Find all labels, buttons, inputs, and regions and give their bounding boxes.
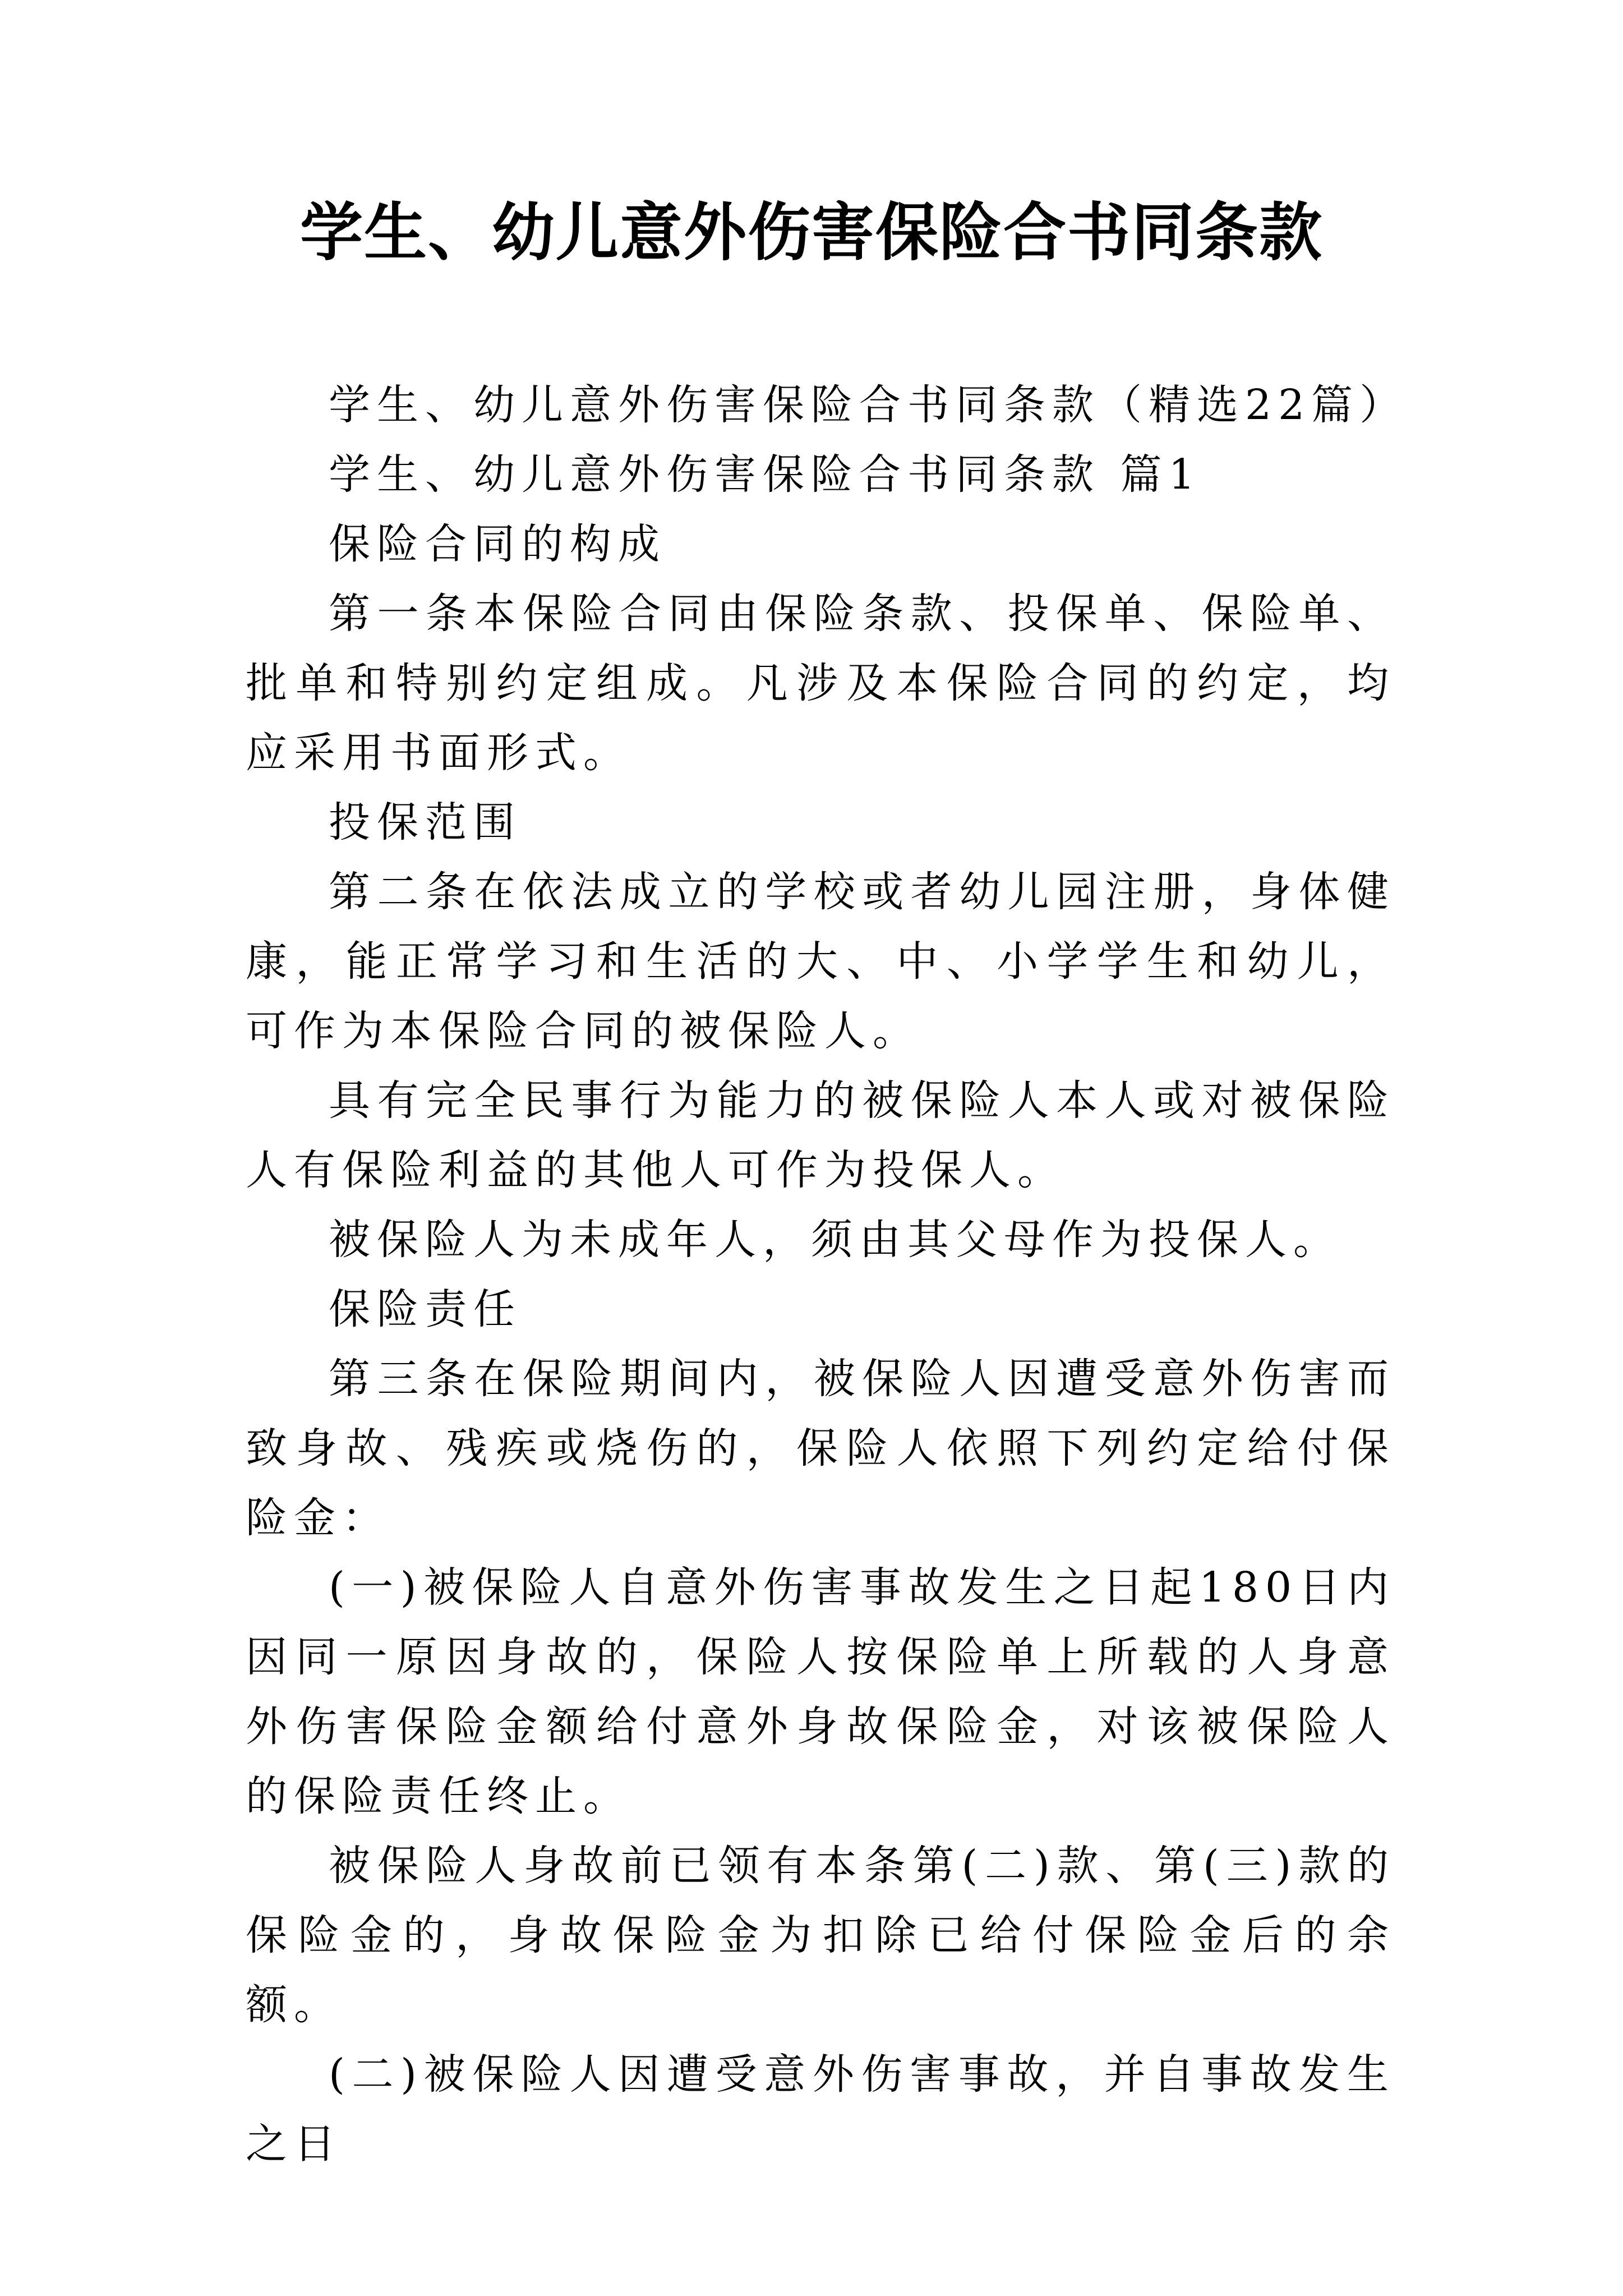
paragraph-clause-1-note: 被保险人身故前已领有本条第(二)款、第(三)款的保险金的，身故保险金为扣除已给付保险金后的余额。 xyxy=(246,1842,1395,2029)
paragraph-clause-2: (二)被保险人因遭受意外伤害事故，并自事故发生之日 xyxy=(246,2050,1395,2168)
paragraph-heading-contract-composition: 保险合同的构成 xyxy=(329,520,666,568)
paragraph-article-3: 第三条在保险期间内，被保险人因遭受意外伤害而致身故、残疾或烧伤的，保险人依照下列约定给付保险金： xyxy=(246,1355,1395,1542)
paragraph-heading-insurance-scope: 投保范围 xyxy=(329,798,522,846)
paragraph-section-heading: 学生、幼儿意外伤害保险合书同条款 篇1 xyxy=(329,450,1202,499)
paragraph-article-2: 第二条在依法成立的学校或者幼儿园注册，身体健康，能正常学习和生活的大、中、小学学生和幼儿，可作为本保险合同的被保险人。 xyxy=(246,868,1395,1055)
paragraph-policyholder: 具有完全民事行为能力的被保险人本人或对被保险人有保险利益的其他人可作为投保人。 xyxy=(246,1076,1395,1194)
document-body xyxy=(246,370,1408,2179)
paragraph-article-1: 第一条本保险合同由保险条款、投保单、保险单、批单和特别约定组成。凡涉及本保险合同的约定，均应采用书面形式。 xyxy=(246,590,1395,777)
document-title: 学生、幼儿意外伤害保险合书同条款 xyxy=(300,196,1323,269)
paragraph-minor: 被保险人为未成年人，须由其父母作为投保人。 xyxy=(329,1216,1341,1264)
paragraph-clause-1: (一)被保险人自意外伤害事故发生之日起180日内因同一原因身故的，保险人按保险单上所载的人身意外伤害保险金额给付意外身故保险金，对该被保险人的保险责任终止。 xyxy=(246,1563,1395,1820)
paragraph-heading-liability: 保险责任 xyxy=(329,1285,522,1333)
paragraph-subtitle: 学生、幼儿意外伤害保险合书同条款（精选22篇） xyxy=(329,381,1408,429)
